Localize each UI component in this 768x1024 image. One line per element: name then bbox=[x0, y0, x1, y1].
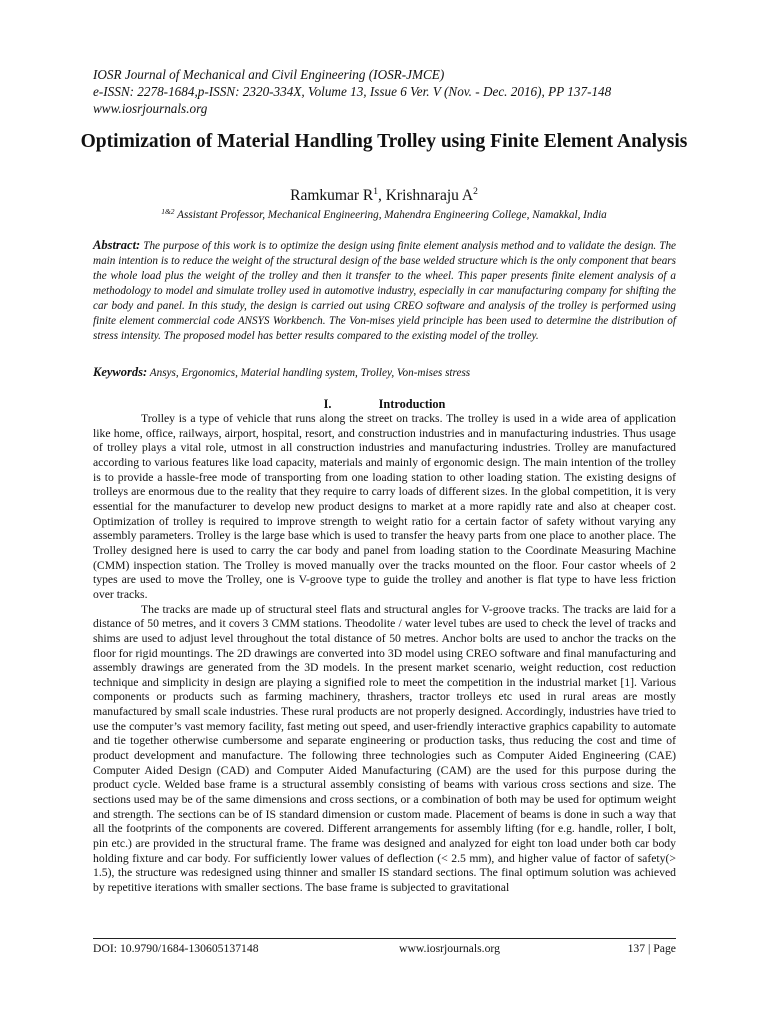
page-footer bbox=[93, 941, 676, 957]
author-separator: , bbox=[377, 187, 386, 204]
abstract-label: Abstract: bbox=[93, 238, 141, 252]
abstract bbox=[93, 238, 676, 344]
affiliation-text: Assistant Professor, Mechanical Engineering, Mahendra Engineering College, Namakkal, India bbox=[174, 209, 607, 221]
author-1-name: Ramkumar R bbox=[290, 187, 374, 204]
footer-page-number: 137 | Page bbox=[627, 942, 676, 955]
affiliation-marks: 1&2 bbox=[161, 207, 175, 216]
paragraph-1: Trolley is a type of vehicle that runs along the street on tracks. The trolley is used in a wide area of application like home, office, railways, airport, hospital, resort, and construction industries and in manufacturing industries. Thus usage of trolley plays a vital role, utmost in all construction industries and manufacturing industries. Trolley are manufactured according to various features like load capacity, materials and mainly of ergonomic design. The main intention of the trolley is to provide a hassle-free mode of transporting from one loading station to other loading station. The existing designs of trolleys are enormous due to the reality that they require to carry loads of different sizes. In the global competition, it is very essential for the manufacturer to develop new product designs to market at a more rapidly rate and also at cheaper cost. Optimization of trolley is required to improve strength to weight ratio for a certain factor of safety without varying any assembly parameters. Trolley is the large base which is used to transfer the heavy parts from one place to another place. The Trolley designed here is used to carry the car body and panel from loading station to the Coordinate Measuring Machine (CMM) inspection station. The Trolley is moved manually over the tracks mounted on the floor. Four castor wheels of 2 types are used to move the Trolley, one is V-groove type to guide the trolley and another is flat type to have less friction over tracks. bbox=[93, 412, 676, 601]
keywords bbox=[93, 365, 676, 381]
footer-website[interactable]: www.iosrjournals.org bbox=[399, 942, 500, 955]
keywords-text: Ansys, Ergonomics, Material handling system, Trolley, Von-mises stress bbox=[147, 367, 471, 379]
section-number: I. bbox=[323, 397, 332, 411]
affiliation bbox=[80, 208, 688, 222]
journal-header bbox=[93, 66, 693, 117]
journal-issn: e-ISSN: 2278-1684,p-ISSN: 2320-334X, Volume 13, Issue 6 Ver. V (Nov. - Dec. 2016), PP 137-148 bbox=[93, 84, 612, 99]
author-line bbox=[80, 186, 688, 206]
paper-title: Optimization of Material Handling Trolley using Finite Element Analysis bbox=[80, 131, 688, 152]
keywords-label: Keywords: bbox=[93, 365, 148, 379]
journal-website[interactable]: www.iosrjournals.org bbox=[93, 101, 208, 116]
abstract-text: The purpose of this work is to optimize the design using finite element analysis method and to validate the design. The main intention is to reduce the weight of the structural design of the base welded structure which is the only component that bears the whole load plus the weight of the trolley and then it transfer to the wheel. This paper presents finite element analysis of a methodology to model and simulate trolley used in automotive industry, especially in car manufacturing company for shifting the car body and panel. In this study, the design is carried out using CREO software and analysis of the trolley is performed using finite element commercial code ANSYS Workbench. The Von-mises yield principle has been used to determine the distribution of stress intensity. The proposed model has better results compared to the existing model of the trolley. bbox=[93, 240, 676, 342]
paragraph-2: The tracks are made up of structural steel flats and structural angles for V-groove tracks. The tracks are laid for a distance of 50 metres, and it covers 3 CMM stations. Theodolite / water level tubes are used to check the level of tracks and shims are used to adjust level throughout the total distance of 50 metres. Anchor bolts are used to anchor the tracks on the floor for rigid mountings. The 2D drawings are converted into 3D model using CREO software and final manufacturing and assembly drawings are generated from the 3D models. In the present market scenario, weight reduction, cost reduction technique and simplicity in design are playing a signified role to meet the competition in the industrial market [1]. Various components or products such as farming machinery, thrashers, tractor trolleys etc used in rural areas are mostly manufactured by small scale industries. These rural products are not properly designed. Accordingly, industries have tried to use the computer’s vast memory facility, fast meting out speed, and user-friendly interactive graphics capability to automate and tie together otherwise cumbersome and separate engineering or production tasks, thus reducing the cost and time of product development and manufacture. The following three technologies such as Computer Aided Engineering (CAE) Computer Aided Design (CAD) and Computer Aided Manufacturing (CAM) are the used for this purpose during the product cycle. Welded base frame is a structural assembly consisting of beams with various cross sections and size. The sections used may be of the same dimensions and cross sections, or a combination of both may be used for optimum weight and strength. The sections can be of IS standard dimension or custom made. Placement of beams is done in such a way that all the footprints of the components are covered. Different arrangements for assembly lifting (for e.g. handle, roller, I bolt, pin etc.) are provided in the structural frame. The frame was designed and analyzed for eight ton load under both car body holding fixture and car body. For sufficiently lower values of deflection (< 2.5 mm), and higher value of factor of safety(> 1.5), the structure was redesigned using thinner and smaller IS standard sections. The final optimum solution was achieved by repetitive iterations with smaller sections. The base frame is subjected to gravitational bbox=[93, 602, 676, 894]
author-2-mark: 2 bbox=[473, 187, 478, 197]
section-heading bbox=[93, 396, 676, 412]
author-1-mark: 1 bbox=[373, 187, 378, 197]
journal-name: IOSR Journal of Mechanical and Civil Engineering (IOSR-JMCE) bbox=[93, 67, 445, 82]
author-2-name: Krishnaraju A bbox=[385, 187, 474, 204]
footer-divider bbox=[93, 938, 676, 939]
section-title: Introduction bbox=[378, 397, 446, 411]
body-text bbox=[93, 412, 676, 896]
footer-doi: DOI: 10.9790/1684-130605137148 bbox=[93, 942, 259, 955]
